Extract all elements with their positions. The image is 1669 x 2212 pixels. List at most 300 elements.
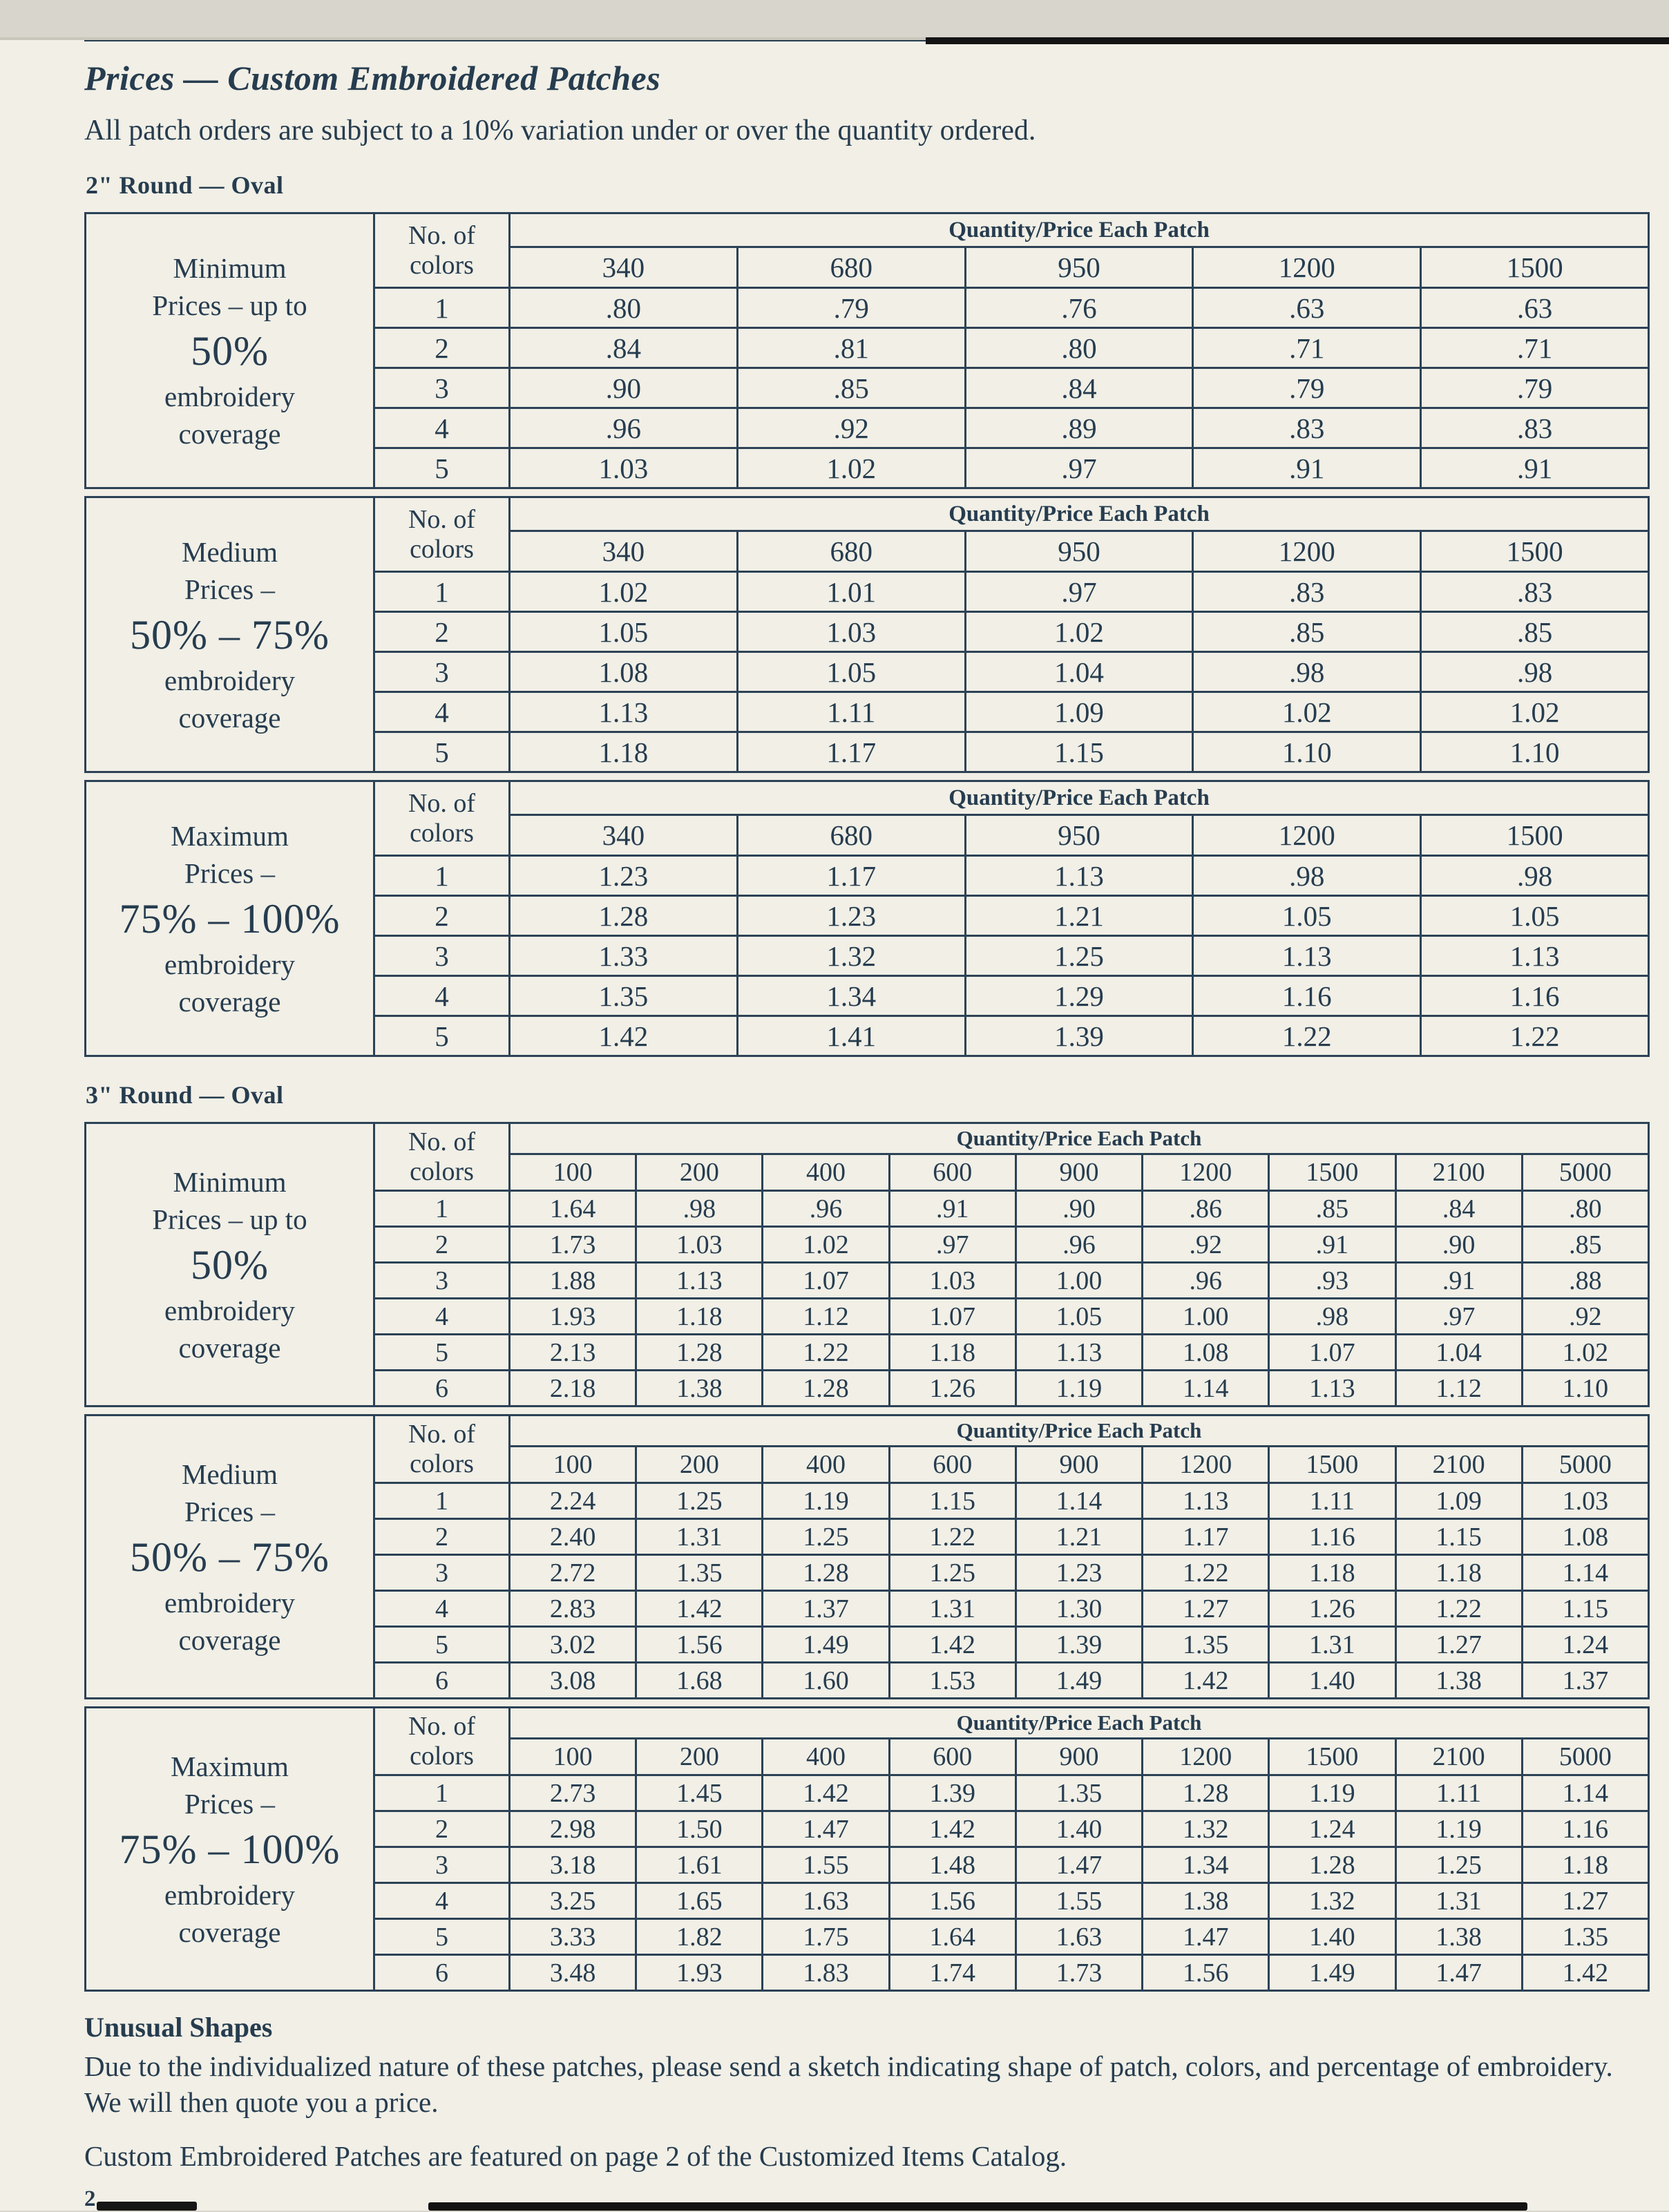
colors-count-cell: 1	[374, 856, 510, 896]
price-cell: .80	[510, 288, 738, 328]
quantity-header-cell: 1500	[1421, 247, 1649, 288]
price-cell: 1.26	[1269, 1591, 1395, 1627]
price-cell: 1.42	[636, 1591, 763, 1627]
price-cell: 1.73	[1015, 1955, 1142, 1991]
coverage-label-line: embroidery	[164, 948, 295, 980]
quantity-header-cell: 100	[510, 1154, 636, 1191]
colors-count-cell: 5	[374, 448, 510, 488]
no-of-colors-header: No. of colors	[374, 781, 510, 856]
quantity-header-cell: 680	[737, 247, 965, 288]
colors-count-cell: 4	[374, 976, 510, 1016]
price-cell: .97	[965, 448, 1193, 488]
no-of-colors-header: No. of colors	[374, 1708, 510, 1775]
price-cell: 2.24	[510, 1483, 636, 1519]
colors-count-cell: 4	[374, 408, 510, 448]
price-cell: 1.14	[1522, 1775, 1648, 1811]
colors-count-cell: 3	[374, 1847, 510, 1883]
price-cell: 1.19	[1015, 1371, 1142, 1407]
price-cell: 1.24	[1522, 1627, 1648, 1663]
price-cell: 1.93	[510, 1299, 636, 1335]
colors-count-cell: 5	[374, 1335, 510, 1371]
page-number: 2	[84, 2186, 96, 2211]
coverage-label-line: 50% – 75%	[130, 1534, 330, 1580]
coverage-label-line: 50%	[191, 327, 269, 374]
price-cell: .85	[1269, 1191, 1395, 1227]
price-cell: 2.98	[510, 1811, 636, 1847]
coverage-label-minimum	[86, 1123, 374, 1407]
quantity-header-cell: 5000	[1522, 1739, 1648, 1775]
price-cell: 1.13	[1421, 936, 1649, 976]
price-cell: .96	[1015, 1227, 1142, 1263]
coverage-label-line: coverage	[178, 1623, 281, 1656]
price-cell: 1.23	[510, 856, 738, 896]
quantity-header-cell: 340	[510, 531, 738, 572]
price-cell: 1.25	[763, 1519, 889, 1555]
price-cell: 1.32	[1143, 1811, 1269, 1847]
colors-count-cell: 5	[374, 1627, 510, 1663]
coverage-label-line: coverage	[178, 1916, 281, 1948]
price-cell: 1.02	[737, 448, 965, 488]
quantity-header-cell: 340	[510, 247, 738, 288]
section-heading-3-inch: 3" Round — Oval	[86, 1081, 284, 1109]
price-cell: 1.28	[510, 896, 738, 936]
price-cell: 1.38	[1143, 1883, 1269, 1919]
quantity-header-cell: 2100	[1395, 1739, 1522, 1775]
price-cell: .91	[1421, 448, 1649, 488]
quantity-header-cell: 100	[510, 1739, 636, 1775]
price-cell: 1.29	[965, 976, 1193, 1016]
colors-count-cell: 1	[374, 572, 510, 612]
price-cell: 1.35	[636, 1555, 763, 1591]
price-cell: 1.38	[1395, 1663, 1522, 1699]
price-cell: 1.38	[1395, 1919, 1522, 1955]
price-cell: 1.82	[636, 1919, 763, 1955]
price-cell: 1.53	[889, 1663, 1015, 1699]
price-cell: 1.31	[636, 1519, 763, 1555]
price-cell: .85	[1193, 612, 1421, 652]
price-cell: .79	[1421, 368, 1649, 408]
quantity-price-header: Quantity/Price Each Patch	[510, 1123, 1649, 1154]
price-cell: 1.42	[889, 1627, 1015, 1663]
price-cell: .84	[1395, 1191, 1522, 1227]
quantity-price-header: Quantity/Price Each Patch	[510, 1415, 1649, 1447]
coverage-label-maximum	[86, 1708, 374, 1991]
coverage-label-line: coverage	[178, 985, 281, 1018]
coverage-label-line: Medium	[182, 1458, 278, 1490]
coverage-label-line: Prices –	[184, 1787, 275, 1820]
price-cell: 1.22	[889, 1519, 1015, 1555]
price-cell: 1.18	[1522, 1847, 1648, 1883]
price-cell: 1.28	[1269, 1847, 1395, 1883]
price-cell: 2.83	[510, 1591, 636, 1627]
price-cell: .88	[1522, 1263, 1648, 1299]
colors-count-cell: 1	[374, 1775, 510, 1811]
quantity-header-cell: 2100	[1395, 1447, 1522, 1483]
price-table-3-inch-maximum	[84, 1706, 1650, 1992]
quantity-header-cell: 400	[763, 1447, 889, 1483]
price-cell: .84	[965, 368, 1193, 408]
price-cell: 1.18	[1269, 1555, 1395, 1591]
price-cell: 1.15	[1522, 1591, 1648, 1627]
price-cell: .93	[1269, 1263, 1395, 1299]
colors-count-cell: 3	[374, 368, 510, 408]
colors-count-cell: 1	[374, 1191, 510, 1227]
price-cell: 1.30	[1015, 1591, 1142, 1627]
quantity-header-cell: 950	[965, 247, 1193, 288]
colors-count-cell: 6	[374, 1955, 510, 1991]
price-cell: 1.11	[1395, 1775, 1522, 1811]
price-cell: 1.14	[1522, 1555, 1648, 1591]
coverage-label-line: coverage	[178, 417, 281, 450]
price-cell: 1.08	[1522, 1519, 1648, 1555]
price-cell: .83	[1421, 572, 1649, 612]
price-cell: .89	[965, 408, 1193, 448]
price-cell: 1.64	[889, 1919, 1015, 1955]
price-cell: .85	[737, 368, 965, 408]
price-cell: 1.50	[636, 1811, 763, 1847]
colors-count-cell: 1	[374, 1483, 510, 1519]
quantity-header-cell: 200	[636, 1154, 763, 1191]
price-cell: 1.37	[763, 1591, 889, 1627]
coverage-label-maximum	[86, 781, 374, 1056]
quantity-header-cell: 950	[965, 815, 1193, 856]
price-cell: 1.56	[636, 1627, 763, 1663]
price-cell: 3.18	[510, 1847, 636, 1883]
price-cell: 1.03	[1522, 1483, 1648, 1519]
colors-count-cell: 4	[374, 692, 510, 732]
price-cell: .90	[1395, 1227, 1522, 1263]
scan-edge-artifact	[926, 37, 1669, 44]
coverage-label-line: embroidery	[164, 1586, 295, 1619]
section-2-inch	[84, 171, 1650, 1057]
price-cell: 1.39	[889, 1775, 1015, 1811]
price-cell: 2.72	[510, 1555, 636, 1591]
price-cell: 2.13	[510, 1335, 636, 1371]
price-cell: 1.28	[636, 1335, 763, 1371]
price-cell: 1.14	[1015, 1483, 1142, 1519]
price-cell: 1.65	[636, 1883, 763, 1919]
quantity-header-cell: 200	[636, 1447, 763, 1483]
quantity-header-cell: 1500	[1269, 1739, 1395, 1775]
price-cell: 1.22	[763, 1335, 889, 1371]
price-cell: 1.13	[1269, 1371, 1395, 1407]
price-cell: 1.11	[737, 692, 965, 732]
price-cell: 1.11	[1269, 1483, 1395, 1519]
price-cell: 1.55	[1015, 1883, 1142, 1919]
price-cell: 1.17	[737, 856, 965, 896]
no-of-colors-header: No. of colors	[374, 1123, 510, 1191]
price-cell: .97	[965, 572, 1193, 612]
price-cell: .91	[1193, 448, 1421, 488]
price-cell: 1.25	[1395, 1847, 1522, 1883]
quantity-header-cell: 680	[737, 815, 965, 856]
quantity-header-cell: 1200	[1193, 531, 1421, 572]
price-cell: 1.13	[1143, 1483, 1269, 1519]
price-cell: 1.40	[1269, 1663, 1395, 1699]
price-cell: 1.49	[763, 1627, 889, 1663]
coverage-label-line: 50%	[191, 1241, 269, 1288]
quantity-header-cell: 950	[965, 531, 1193, 572]
unusual-shapes-heading: Unusual Shapes	[84, 2012, 273, 2043]
colors-count-cell: 3	[374, 652, 510, 692]
price-cell: 1.42	[1522, 1955, 1648, 1991]
colors-count-cell: 2	[374, 896, 510, 936]
price-cell: 1.45	[636, 1775, 763, 1811]
price-cell: 1.13	[1193, 936, 1421, 976]
price-cell: 1.25	[965, 936, 1193, 976]
coverage-label-line: 50% – 75%	[130, 611, 330, 658]
colors-count-cell: 6	[374, 1663, 510, 1699]
coverage-label-line: Prices –	[184, 573, 275, 605]
quantity-header-cell: 5000	[1522, 1154, 1648, 1191]
price-cell: 1.64	[510, 1191, 636, 1227]
price-cell: .98	[1269, 1299, 1395, 1335]
coverage-label-line: Prices –	[184, 1495, 275, 1527]
price-cell: 1.18	[510, 732, 738, 772]
page-content	[0, 37, 1669, 2212]
quantity-header-cell: 400	[763, 1154, 889, 1191]
price-cell: 3.48	[510, 1955, 636, 1991]
page-title: Prices — Custom Embroidered Patches	[84, 59, 661, 97]
quantity-header-cell: 1500	[1421, 531, 1649, 572]
price-cell: 1.31	[889, 1591, 1015, 1627]
unusual-shapes-body: Due to the individualized nature of these patches, please send a sketch indicating shape of patch, colors, and percentage of embroidery. We will then quote you a price.	[84, 2050, 1613, 2118]
no-of-colors-header: No. of colors	[374, 1415, 510, 1483]
price-cell: .86	[1143, 1191, 1269, 1227]
price-cell: 1.18	[889, 1335, 1015, 1371]
price-cell: 1.16	[1421, 976, 1649, 1016]
quantity-header-cell: 1500	[1421, 815, 1649, 856]
price-cell: 2.18	[510, 1371, 636, 1407]
price-cell: 1.49	[1269, 1955, 1395, 1991]
coverage-label-medium	[86, 497, 374, 772]
colors-count-cell: 4	[374, 1299, 510, 1335]
price-cell: 1.10	[1421, 732, 1649, 772]
price-cell: 1.07	[889, 1299, 1015, 1335]
price-table-2-inch-medium	[84, 496, 1650, 773]
colors-count-cell: 5	[374, 1919, 510, 1955]
price-cell: .80	[1522, 1191, 1648, 1227]
price-cell: .76	[965, 288, 1193, 328]
price-cell: .90	[1015, 1191, 1142, 1227]
colors-count-cell: 2	[374, 612, 510, 652]
price-cell: 1.31	[1395, 1883, 1522, 1919]
colors-count-cell: 3	[374, 1555, 510, 1591]
price-cell: 1.73	[510, 1227, 636, 1263]
colors-count-cell: 5	[374, 732, 510, 772]
coverage-label-line: Prices –	[184, 857, 275, 889]
price-cell: 1.26	[889, 1371, 1015, 1407]
price-cell: 1.03	[889, 1263, 1015, 1299]
price-cell: .96	[510, 408, 738, 448]
price-cell: .85	[1522, 1227, 1648, 1263]
price-cell: 1.34	[1143, 1847, 1269, 1883]
price-cell: 1.61	[636, 1847, 763, 1883]
quantity-header-cell: 1500	[1269, 1447, 1395, 1483]
colors-count-cell: 2	[374, 328, 510, 368]
price-cell: .63	[1193, 288, 1421, 328]
coverage-label-line: Minimum	[173, 251, 287, 284]
quantity-price-header: Quantity/Price Each Patch	[510, 781, 1649, 815]
price-cell: .98	[1421, 856, 1649, 896]
price-cell: 1.68	[636, 1663, 763, 1699]
price-cell: 1.25	[636, 1483, 763, 1519]
quantity-header-cell: 1500	[1269, 1154, 1395, 1191]
quantity-header-cell: 1200	[1193, 247, 1421, 288]
coverage-label-line: embroidery	[164, 1878, 295, 1911]
price-cell: .80	[965, 328, 1193, 368]
price-cell: 1.37	[1522, 1663, 1648, 1699]
price-cell: 1.47	[1015, 1847, 1142, 1883]
price-cell: 1.60	[763, 1663, 889, 1699]
price-cell: 1.09	[1395, 1483, 1522, 1519]
price-cell: 1.25	[889, 1555, 1015, 1591]
price-cell: 1.38	[636, 1371, 763, 1407]
quantity-header-cell: 900	[1015, 1447, 1142, 1483]
price-cell: 1.32	[737, 936, 965, 976]
price-cell: 1.74	[889, 1955, 1015, 1991]
coverage-label-minimum	[86, 213, 374, 488]
price-cell: .83	[1421, 408, 1649, 448]
price-cell: 1.03	[737, 612, 965, 652]
coverage-label-line: 75% – 100%	[119, 1826, 341, 1872]
price-cell: .79	[737, 288, 965, 328]
price-table-3-inch-medium	[84, 1414, 1650, 1699]
price-cell: 1.08	[510, 652, 738, 692]
price-cell: 1.09	[965, 692, 1193, 732]
price-cell: 1.27	[1143, 1591, 1269, 1627]
price-cell: 1.05	[1193, 896, 1421, 936]
colors-count-cell: 5	[374, 1016, 510, 1056]
price-cell: .90	[510, 368, 738, 408]
coverage-label-medium	[86, 1415, 374, 1699]
scanned-catalog-page	[0, 37, 1669, 2211]
colors-count-cell: 4	[374, 1591, 510, 1627]
price-cell: 1.10	[1522, 1371, 1648, 1407]
price-cell: 1.07	[763, 1263, 889, 1299]
price-cell: 1.42	[1143, 1663, 1269, 1699]
price-cell: 1.47	[1143, 1919, 1269, 1955]
price-cell: .91	[1269, 1227, 1395, 1263]
price-cell: 1.35	[1522, 1919, 1648, 1955]
price-cell: .92	[1143, 1227, 1269, 1263]
price-cell: 1.56	[1143, 1955, 1269, 1991]
price-cell: 1.27	[1522, 1883, 1648, 1919]
price-cell: 3.25	[510, 1883, 636, 1919]
price-cell: 1.32	[1269, 1883, 1395, 1919]
price-cell: 1.01	[737, 572, 965, 612]
price-cell: 1.23	[1015, 1555, 1142, 1591]
price-cell: 1.14	[1143, 1371, 1269, 1407]
price-cell: 1.47	[1395, 1955, 1522, 1991]
price-cell: 1.05	[1421, 896, 1649, 936]
price-cell: 1.19	[1269, 1775, 1395, 1811]
price-cell: 1.03	[636, 1227, 763, 1263]
colors-count-cell: 3	[374, 1263, 510, 1299]
scan-edge-artifact	[97, 2202, 197, 2211]
price-cell: 1.16	[1522, 1811, 1648, 1847]
price-cell: .71	[1193, 328, 1421, 368]
colors-count-cell: 2	[374, 1519, 510, 1555]
price-cell: 1.35	[1143, 1627, 1269, 1663]
price-cell: 1.22	[1193, 1016, 1421, 1056]
price-cell: 1.02	[763, 1227, 889, 1263]
price-cell: .91	[889, 1191, 1015, 1227]
price-cell: .71	[1421, 328, 1649, 368]
coverage-label-line: embroidery	[164, 1294, 295, 1326]
price-cell: .83	[1193, 408, 1421, 448]
price-cell: 1.28	[1143, 1775, 1269, 1811]
price-cell: 1.55	[763, 1847, 889, 1883]
no-of-colors-header: No. of colors	[374, 497, 510, 572]
price-cell: .92	[1522, 1299, 1648, 1335]
coverage-label-line: embroidery	[164, 380, 295, 412]
price-table-2-inch-minimum	[84, 212, 1650, 489]
price-cell: .98	[1193, 856, 1421, 896]
price-cell: 1.42	[763, 1775, 889, 1811]
price-cell: 1.15	[889, 1483, 1015, 1519]
price-cell: 1.39	[1015, 1627, 1142, 1663]
price-cell: 1.17	[1143, 1519, 1269, 1555]
price-cell: 1.05	[737, 652, 965, 692]
price-cell: .92	[737, 408, 965, 448]
price-table-2-inch-maximum	[84, 780, 1650, 1057]
quantity-price-header: Quantity/Price Each Patch	[510, 213, 1649, 247]
price-sections	[84, 171, 1650, 1992]
coverage-label-line: coverage	[178, 701, 281, 734]
quantity-header-cell: 340	[510, 815, 738, 856]
price-cell: 1.28	[763, 1555, 889, 1591]
quantity-header-cell: 2100	[1395, 1154, 1522, 1191]
quantity-header-cell: 900	[1015, 1154, 1142, 1191]
no-of-colors-header: No. of colors	[374, 213, 510, 288]
price-cell: 1.40	[1015, 1811, 1142, 1847]
price-table-3-inch-minimum	[84, 1122, 1650, 1407]
price-cell: 1.17	[737, 732, 965, 772]
price-cell: 1.02	[510, 572, 738, 612]
section-3-inch	[84, 1080, 1650, 1992]
price-cell: 1.31	[1269, 1627, 1395, 1663]
price-cell: 2.73	[510, 1775, 636, 1811]
price-cell: 1.42	[889, 1811, 1015, 1847]
price-cell: 1.00	[1143, 1299, 1269, 1335]
quantity-header-cell: 900	[1015, 1739, 1142, 1775]
price-cell: 1.63	[763, 1883, 889, 1919]
price-cell: 3.33	[510, 1919, 636, 1955]
price-cell: 1.08	[1143, 1335, 1269, 1371]
price-cell: 1.12	[763, 1299, 889, 1335]
price-cell: 1.04	[965, 652, 1193, 692]
price-cell: .91	[1395, 1263, 1522, 1299]
price-cell: .83	[1193, 572, 1421, 612]
price-cell: .97	[1395, 1299, 1522, 1335]
price-cell: 1.15	[1395, 1519, 1522, 1555]
price-cell: 1.56	[889, 1883, 1015, 1919]
footer	[84, 2011, 1650, 2212]
coverage-label-line: coverage	[178, 1331, 281, 1364]
price-cell: 1.02	[1522, 1335, 1648, 1371]
price-cell: 1.33	[510, 936, 738, 976]
colors-count-cell: 2	[374, 1227, 510, 1263]
price-cell: 1.21	[1015, 1519, 1142, 1555]
price-cell: .96	[763, 1191, 889, 1227]
price-cell: 1.13	[510, 692, 738, 732]
quantity-price-header: Quantity/Price Each Patch	[510, 497, 1649, 531]
price-cell: 1.13	[1015, 1335, 1142, 1371]
price-cell: 1.19	[1395, 1811, 1522, 1847]
coverage-label-line: Minimum	[173, 1165, 287, 1198]
price-cell: 1.93	[636, 1955, 763, 1991]
